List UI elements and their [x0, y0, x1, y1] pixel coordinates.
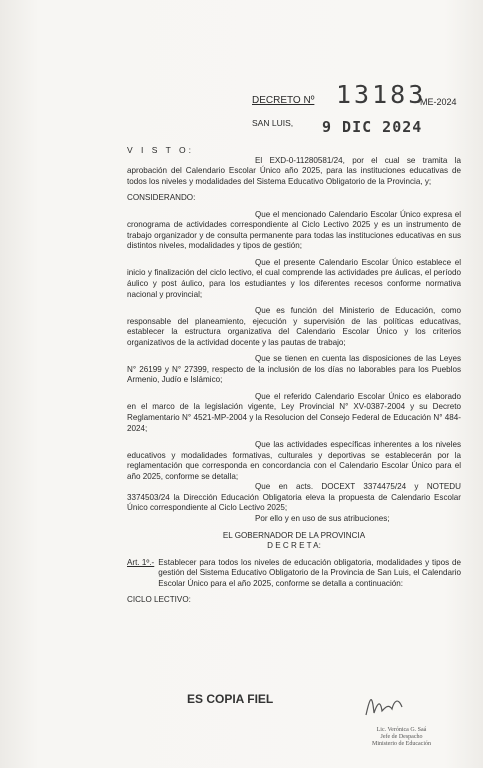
considerando-heading: CONSIDERANDO: [127, 193, 196, 203]
visto-text: El EXD-0-11280581/24, por el cual se tramita la aprobación del Calendario Escolar Único año 2025, para las instituciones educativas de todos los niveles y modalidades del Sistema Educativo Obligatorio de la Provincia, y; [127, 155, 461, 186]
signer-role: Jefe de Despacho [380, 734, 423, 740]
considerando-paragraph: Que en acts. DOCEXT 3374475/24 y NOTEDU 3374503/24 la Dirección Educación Obligatoria eleva la propuesta de Calendario Escolar Único correspondiente al Ciclo Lectivo 2025; [127, 482, 461, 513]
signature-block [372, 727, 431, 748]
governor-line: EL GOBERNADOR DE LA PROVINCIA [222, 530, 366, 540]
decreto-header [252, 80, 464, 112]
ciclo-lectivo-label: CICLO LECTIVO: [127, 595, 191, 605]
place-label: SAN LUIS, [252, 118, 294, 128]
decreto-label: DECRETO Nº [252, 95, 315, 106]
signature-scribble [362, 687, 410, 723]
document-body [127, 145, 461, 606]
decreto-suffix: -ME-2024 [417, 97, 457, 107]
copia-fiel-stamp: ES COPIA FIEL [187, 692, 274, 706]
date-stamp: 9 DIC 2024 [322, 118, 423, 136]
considerando-paragraph: Que el presente Calendario Escolar Único establece el inicio y finalización del ciclo lectivo, el cual comprende las actividades pre áulicas, el período áulico y post áulico, para los estudiantes y los diferentes recesos conforme normativa nacional y provincial; [127, 257, 461, 299]
decreta-line: D E C R E T A: [267, 541, 321, 551]
considerando-paragraph: Que el mencionado Calendario Escolar Único expresa el cronograma de actividades correspondiente al Ciclo Lectivo 2025 y es un instrumento de trabajo organizador y de consulta permanente para todas las instituciones educativas en sus distintos niveles, modalidades y tipos de gestión; [127, 209, 461, 251]
decreto-number: 13183 [336, 80, 427, 109]
considerando-paragraph: Por ello y en uso de sus atribuciones; [255, 513, 390, 523]
signer-name: Lic. Verónica G. Saá [376, 727, 427, 733]
considerando-paragraph: Que es función del Ministerio de Educación, como responsable del planeamiento, ejecución y supervisión de las políticas educativas, establecer la estructura organizativa del Calendario Escolar Único y los criterios organizativos de la actividad docente y las pautas de trabajo; [127, 306, 461, 347]
considerando-paragraph: Que se tienen en cuenta las disposiciones de las Leyes N° 26199 y N° 27399, respecto de la inclusión de los días no laborables para los Pueblos Armenio, Judío e Islámico; [127, 354, 461, 385]
article-1 [127, 558, 461, 590]
article-label: Art. 1º.- [127, 557, 155, 567]
signer-org: Ministerio de Educación [372, 741, 431, 747]
considerando-paragraph: Que las actividades específicas inherentes a los niveles educativos y modalidades formativas, culturales y deportivas se establecerán por la reglamentación que corresponda en concordancia con el Calendario Escolar Único para el año 2025, conforme se detalla; [127, 440, 461, 481]
considerando-paragraph: Que el referido Calendario Escolar Único es elaborado en el marco de la legislación vigente, Ley Provincial N° XV-0387-2004 y su Decreto Reglamentario N° 4521-MP-2004 y la Resolucion del Consejo Federal de Educación N° 484-2024; [127, 391, 461, 433]
article-text: Establecer para todos los niveles de educación obligatoria, modalidades y tipos de gestión del Sistema Educativo Obligatorio de la Provincia de San Luis, el Calendario Escolar Único para el año 2025, conforme se detalla a continuación: [158, 557, 461, 588]
visto-heading: V I S T O: [127, 145, 195, 155]
